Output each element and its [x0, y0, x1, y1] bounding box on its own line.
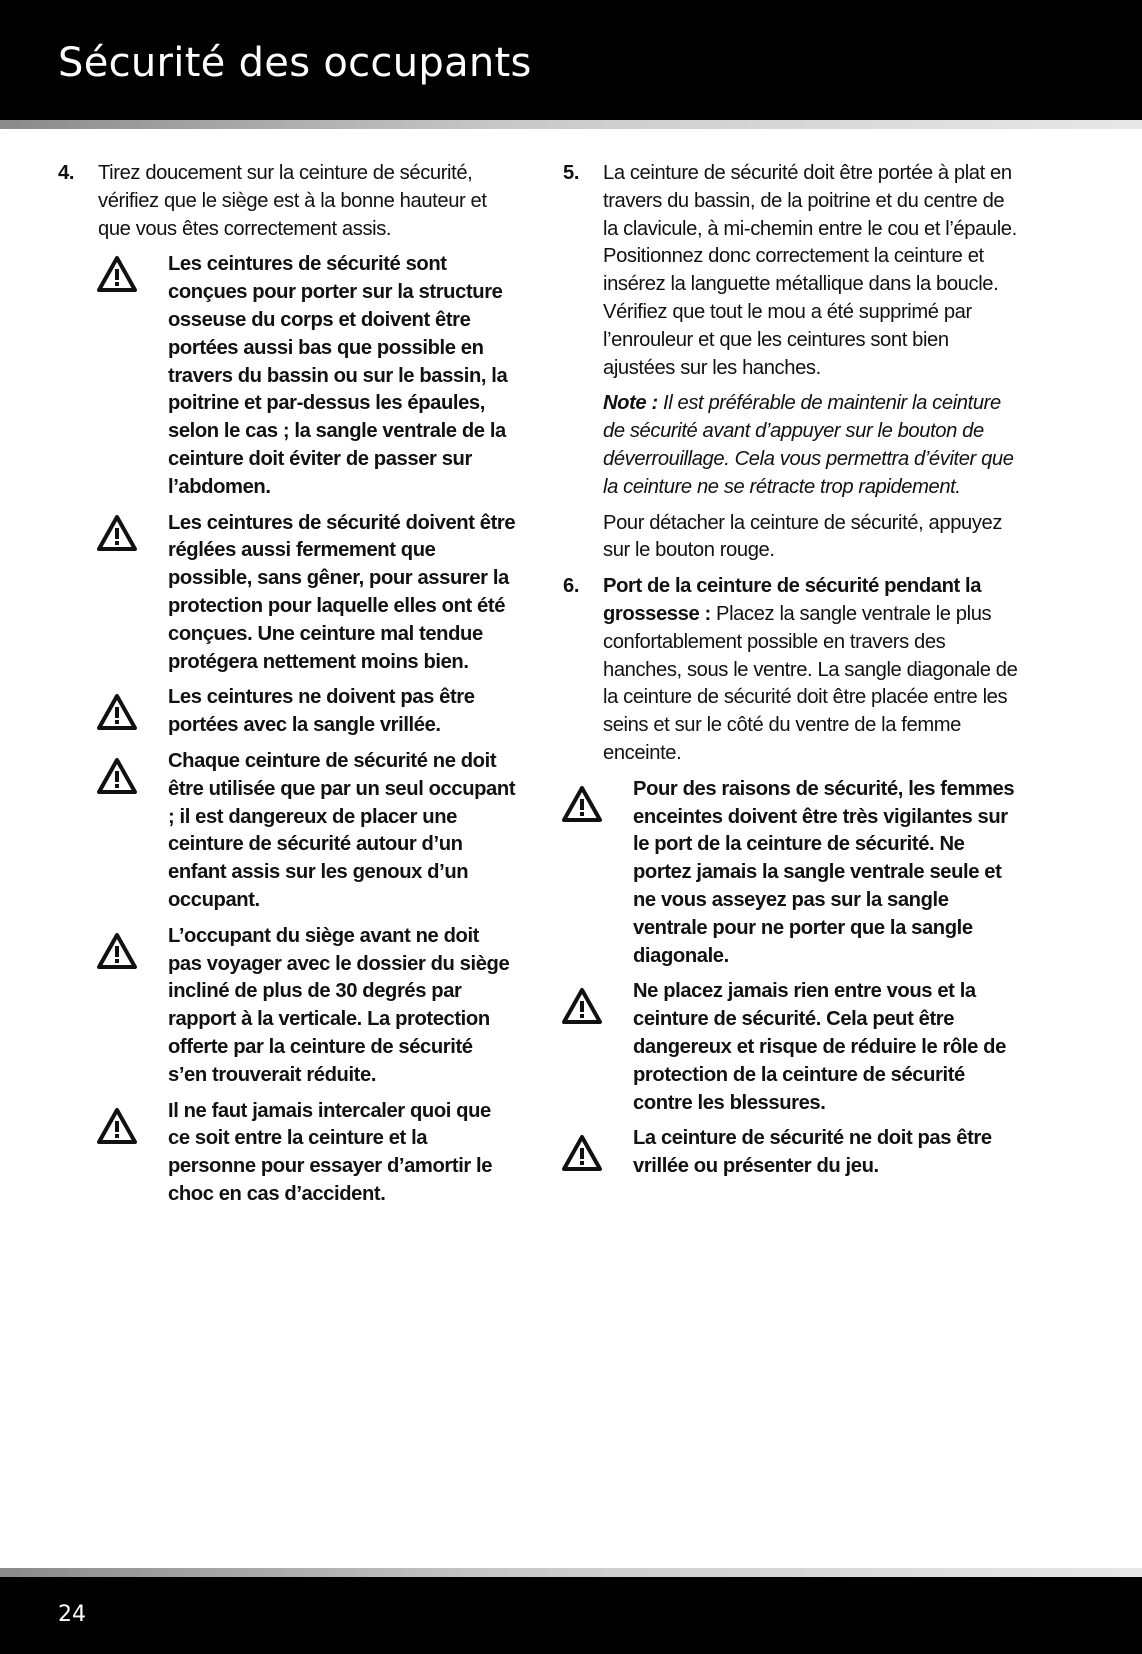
page-title: Sécurité des occupants	[58, 40, 532, 86]
step-number: 4.	[58, 162, 75, 184]
warning-text: Les ceintures de sécurité sont conçues pour porter sur la structure osseuse du corps et doivent être portées aussi bas que possible en travers du bassin ou sur le bassin, la poitrine et par-dessus les épaules, selon le cas ; la sangle ventrale de la ceinture doit éviter de passer sur l’abdomen.	[168, 253, 508, 498]
step-5	[563, 160, 1023, 565]
warning-block	[523, 978, 1023, 1117]
note-label: Note :	[603, 392, 658, 415]
step-text	[603, 573, 1023, 768]
warning-triangle-icon	[96, 757, 138, 795]
warning-text: Les ceintures de sécurité doivent être réglées aussi fermement que possible, sans gêner, pour assurer la protection pour laquelle elles ont été conçues. Une ceinture mal tendue protégera nettement moins bien.	[168, 511, 516, 673]
warning-block	[58, 923, 516, 1090]
warning-triangle-icon	[561, 1134, 603, 1172]
warning-text: Chaque ceinture de sécurité ne doit être utilisée que par un seul occupant ; il est dangereux de placer une ceinture de sécurité autour d’un enfant assis sur les genoux d’un occupant.	[168, 749, 516, 911]
left-column	[58, 160, 516, 1217]
warning-block	[58, 1098, 516, 1209]
page-footer	[0, 1577, 1142, 1654]
warning-triangle-icon	[96, 932, 138, 970]
warning-block	[58, 684, 516, 740]
step-text: La ceinture de sécurité doit être portée à plat en travers du bassin, de la poitrine et du centre de la clavicule, à mi-chemin entre le cou et l’épaule. Positionnez donc correctement la ceinture et insérez la languette métallique dans la boucle. Vérifiez que tout le mou a été supprimé par l’enrouleur et que les ceintures sont bien ajustées sur les hanches.	[603, 162, 1017, 379]
detach-text: Pour détacher la ceinture de sécurité, appuyez sur le bouton rouge.	[603, 511, 1003, 562]
page-header	[0, 0, 1142, 120]
warning-triangle-icon	[96, 514, 138, 552]
warning-text: La ceinture de sécurité ne doit pas être vrillée ou présenter du jeu.	[633, 1127, 992, 1178]
header-divider	[0, 120, 1142, 129]
warning-triangle-icon	[96, 1107, 138, 1145]
step-number: 6.	[563, 575, 580, 598]
step-body: Placez la sangle ventrale le plus confortablement possible en travers des hanches, sous le ventre. La sangle diagonale de la ceinture de sécurité doit être placée entre les seins et sur le côté du ventre de la femme enceinte.	[603, 602, 1018, 764]
step-number: 5.	[563, 162, 580, 184]
warning-block	[58, 510, 516, 677]
warning-triangle-icon	[561, 785, 603, 823]
step-lead: Port de la ceinture de sécurité pendant la grossesse :	[603, 575, 982, 625]
warning-block	[523, 776, 1023, 971]
warning-text: L’occupant du siège avant ne doit pas voyager avec le dossier du siège incliné de plus de 30 degrés par rapport à la verticale. La protection offerte par la ceinture de sécurité s’en trouverait réduite.	[168, 924, 510, 1086]
warning-triangle-icon	[96, 693, 138, 731]
right-column	[563, 160, 1023, 1189]
warning-text: Pour des raisons de sécurité, les femmes enceintes doivent être très vigilantes sur le port de la ceinture de sécurité. Ne portez jamais la sangle ventrale seule et ne vous asseyez pas sur la sangle ventrale pour ne porter que la sangle diagonale.	[633, 777, 1015, 967]
warning-text: Ne placez jamais rien entre vous et la ceinture de sécurité. Cela peut être dangereux et risque de réduire le rôle de protection de la ceinture de sécurité contre les blessures.	[633, 980, 1006, 1114]
warning-block	[58, 748, 516, 915]
warning-triangle-icon	[96, 255, 138, 293]
step-text: Tirez doucement sur la ceinture de sécurité, vérifiez que le siège est à la bonne hauteur et que vous êtes correctement assis.	[98, 162, 487, 240]
note	[603, 390, 1023, 501]
warning-block	[58, 251, 516, 501]
warning-block	[523, 1125, 1023, 1181]
step-4	[58, 160, 516, 243]
warning-text: Il ne faut jamais intercaler quoi que ce soit entre la ceinture et la personne pour essayer d’amortir le choc en cas d’accident.	[168, 1099, 493, 1205]
page-number: 24	[58, 1602, 86, 1627]
warning-triangle-icon	[561, 987, 603, 1025]
footer-divider	[0, 1568, 1142, 1577]
warning-text: Les ceintures ne doivent pas être portées avec la sangle vrillée.	[168, 686, 475, 737]
note-text: Il est préférable de maintenir la ceinture de sécurité avant d’appuyer sur le bouton de déverrouillage. Cela vous permettra d’éviter que la ceinture ne se rétracte trop rapidement.	[603, 392, 1014, 498]
step-6	[563, 573, 1023, 768]
